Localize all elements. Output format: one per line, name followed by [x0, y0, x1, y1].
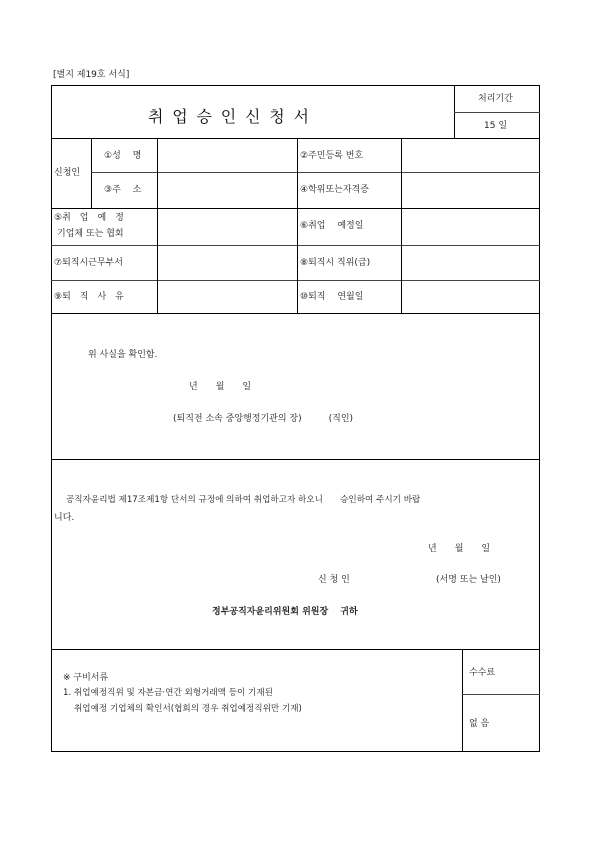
confirmation-date: 년 월 일: [189, 382, 252, 392]
department-field-label: ⑦퇴직시근무부서: [54, 258, 123, 268]
retire-date-field-label: ⑩퇴직 연월일: [300, 292, 364, 302]
divider: [51, 138, 540, 139]
divider: [51, 208, 540, 209]
name-field-label: ①성 명: [104, 151, 142, 161]
application-text-line2: 니다.: [54, 513, 75, 523]
documents-item1-line2: 취업예정 기업체의 확인서(협회의 경우 취업예정직위만 기재): [74, 704, 302, 714]
divider: [51, 313, 540, 314]
signature-placeholder: (서명 또는 날인): [436, 575, 501, 585]
processing-period-label: 처리기간: [478, 94, 513, 104]
employer-field-label-line2: 기업체 또는 협회: [57, 229, 124, 239]
processing-period-value: 15 일: [484, 121, 508, 131]
divider: [91, 172, 540, 173]
divider: [51, 245, 540, 246]
application-text-line1: 공직자윤리법 제17조제1항 단서의 규정에 의하여 취업하고자 하오니 승인하여 주시기 바랍: [66, 495, 421, 505]
divider: [51, 459, 540, 460]
resident-number-field-label: ②주민등록 번호: [300, 151, 364, 161]
divider: [462, 649, 463, 752]
fee-value: 없 음: [469, 719, 490, 729]
recipient-line: 정부공직자윤리위원회 위원장 귀하: [212, 607, 358, 617]
divider: [462, 694, 540, 695]
confirmation-statement: 위 사실을 확인함.: [88, 350, 158, 360]
applicant-sign-label: 신 청 인: [318, 575, 350, 585]
documents-title: ※ 구비서류: [63, 673, 109, 683]
divider: [91, 138, 92, 208]
education-field-label: ④학위또는자격증: [300, 185, 369, 195]
employment-date-field-label: ⑥취업 예정일: [300, 221, 364, 231]
divider: [51, 649, 540, 650]
position-field-label: ⑧퇴직시 직위(급): [300, 258, 371, 268]
documents-item1-line1: 1. 취업예정직위 및 자본금·연간 외형거래액 등이 기재된: [63, 688, 273, 698]
divider: [401, 138, 402, 313]
page-title: 취업승인신청서: [148, 107, 318, 126]
applicant-label: 신청인: [54, 168, 81, 178]
divider: [454, 112, 540, 113]
reason-field-label: ⑨퇴 직 사 유: [54, 292, 124, 302]
fee-label: 수수료: [469, 668, 496, 678]
divider: [157, 138, 158, 313]
confirmation-signer: (퇴직전 소속 중앙행정기관의 장) (직인): [173, 414, 354, 424]
divider: [51, 280, 540, 281]
application-date: 년 월 일: [428, 544, 491, 554]
divider: [297, 138, 298, 313]
employer-field-label-line1: ⑤취 업 예 정: [54, 213, 124, 223]
form-number-note: [별지 제19호 서식]: [53, 70, 130, 80]
address-field-label: ③주 소: [104, 185, 142, 195]
